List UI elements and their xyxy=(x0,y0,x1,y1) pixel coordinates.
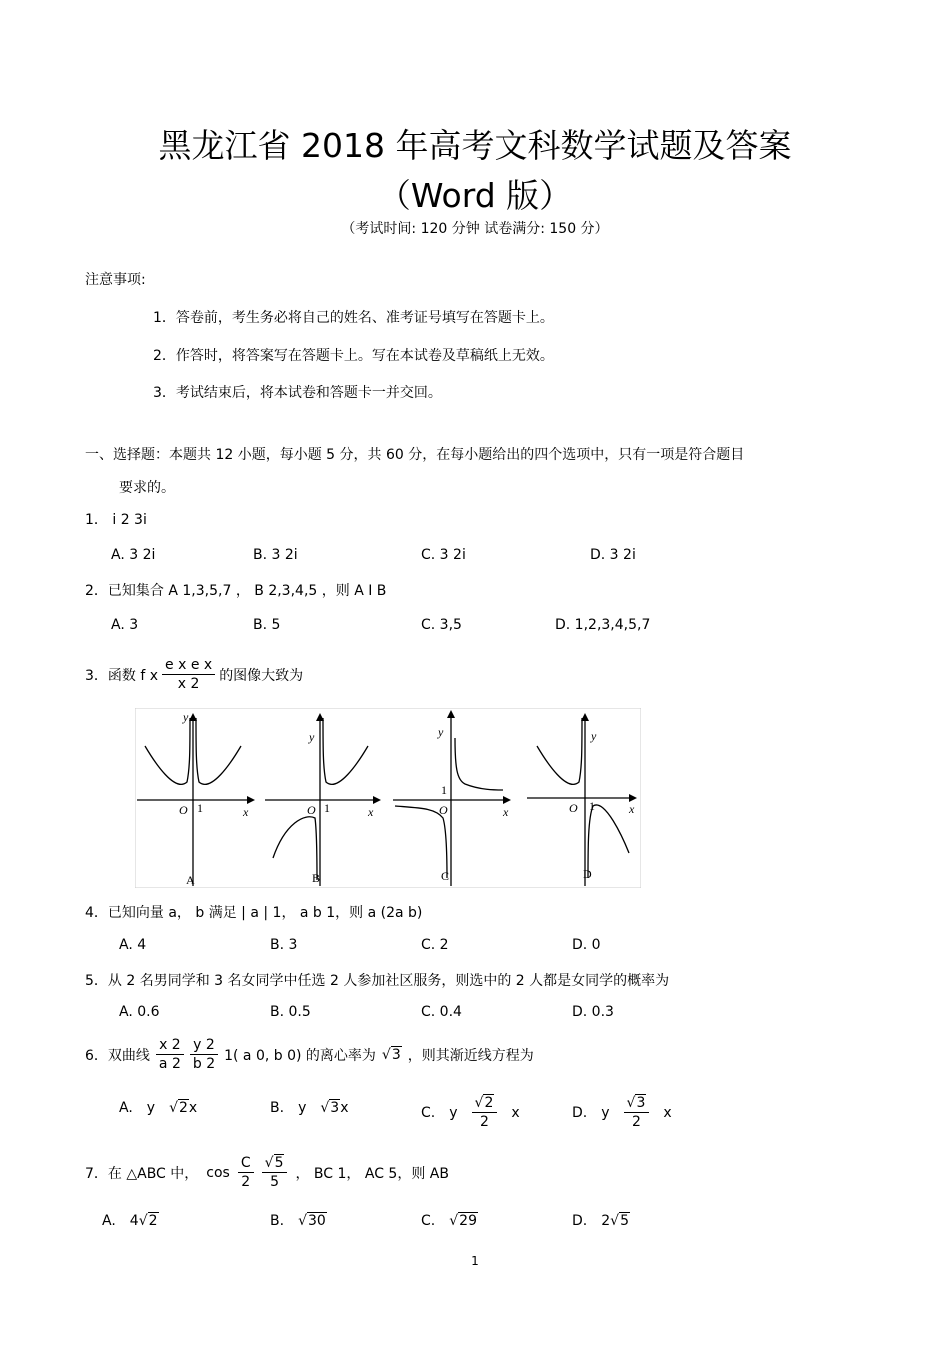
q3-suffix: 的图像大致为 xyxy=(219,667,304,684)
origin-label: O xyxy=(569,801,578,815)
q2-option-c: C. 3,5 xyxy=(421,617,462,633)
x-label: x xyxy=(629,802,635,816)
radicand: 3 xyxy=(636,1095,646,1111)
q7-option-a xyxy=(102,1213,159,1229)
option-value: √29 xyxy=(449,1213,477,1229)
graph-label-b: B xyxy=(312,871,321,885)
y-label: y xyxy=(309,730,315,744)
q6-option-d xyxy=(572,1094,672,1131)
radicand: 29 xyxy=(459,1213,477,1229)
option-value: 4√2 xyxy=(129,1213,158,1229)
q6-frac2-num: y 2 xyxy=(190,1036,218,1055)
option-x: x xyxy=(663,1104,672,1121)
q5-option-a: A. 0.6 xyxy=(119,1004,160,1020)
origin-label: O xyxy=(307,803,316,817)
graph-label-d: D xyxy=(583,867,592,881)
q5-option-c: C. 0.4 xyxy=(421,1004,462,1020)
option-label: D. xyxy=(572,1104,588,1121)
q3-numerator: e x e x xyxy=(162,656,215,675)
document-subtitle: （Word 版） xyxy=(377,176,573,215)
option-value: 2√5 xyxy=(601,1213,629,1229)
radicand: 30 xyxy=(307,1213,326,1229)
radicand: 5 xyxy=(274,1155,284,1171)
q7-option-c xyxy=(421,1213,478,1229)
q3-prefix: 3．函数 f x xyxy=(85,667,159,684)
q5-option-d: D. 0.3 xyxy=(572,1004,614,1020)
q6-option-a xyxy=(119,1100,197,1116)
q4-option-c: C. 2 xyxy=(421,937,449,953)
q7-suffix: ， BC 1， AC 5，则 AB xyxy=(295,1165,449,1182)
q6-ecc-radicand: 3 xyxy=(391,1046,401,1063)
x-label: x xyxy=(243,805,249,819)
option-value: √30 xyxy=(298,1213,326,1229)
notice-heading: 注意事项: xyxy=(85,272,146,288)
section-heading: 一、选择题：本题共 12 小题，每小题 5 分，共 60 分，在每小题给出的四个选项中，只有一项是符合题目 xyxy=(85,447,745,463)
q4-option-a: A. 4 xyxy=(119,937,147,953)
option-x: x xyxy=(188,1100,198,1116)
option-x: x xyxy=(511,1104,520,1121)
q6-eccentricity: √3 xyxy=(381,1046,401,1063)
radicand: 2 xyxy=(484,1095,494,1111)
q1-option-a: A. 3 2i xyxy=(111,547,156,563)
q1-option-b: B. 3 2i xyxy=(253,547,298,563)
q7-prefix: 7．在 △ABC 中， xyxy=(85,1165,199,1182)
q6-frac1-den: a 2 xyxy=(158,1056,181,1072)
notice-item: 2．作答时，将答案写在答题卡上。写在本试卷及草稿纸上无效。 xyxy=(153,348,554,364)
x-label: x xyxy=(368,805,374,819)
option-label: C. xyxy=(421,1213,436,1229)
radicand: 2 xyxy=(148,1213,158,1229)
x-label: x xyxy=(503,805,509,819)
question-5-stem: 5．从 2 名男同学和 3 名女同学中任选 2 人参加社区服务，则选中的 2 人都是女同学的概率为 xyxy=(85,973,670,989)
one-label: 1 xyxy=(589,799,595,813)
option-fraction xyxy=(472,1094,498,1131)
option-lhs: y xyxy=(298,1100,307,1116)
option-x: x xyxy=(340,1100,349,1116)
fraction-num: √3 xyxy=(624,1094,650,1113)
q6-frac1-num: x 2 xyxy=(156,1036,184,1055)
option-label: C. xyxy=(421,1104,436,1121)
question-3-stem xyxy=(85,656,303,693)
q6-option-c xyxy=(421,1094,520,1131)
q7-option-b xyxy=(270,1213,327,1229)
question-7-stem xyxy=(85,1154,449,1191)
q5-option-b: B. 0.5 xyxy=(270,1004,311,1020)
q7-frac2-den: 5 xyxy=(270,1174,280,1190)
option-label: D. xyxy=(572,1213,588,1229)
radicand: 3 xyxy=(330,1100,340,1116)
q4-option-d: D. 0 xyxy=(572,937,601,953)
q6-tail: ，则其渐近线方程为 xyxy=(407,1047,534,1064)
q6-prefix: 6．双曲线 xyxy=(85,1047,150,1064)
q7-fraction-c xyxy=(238,1154,254,1191)
question-6-stem xyxy=(85,1036,534,1073)
question-1-stem: 1． i 2 3i xyxy=(85,512,147,528)
q7-fraction-root xyxy=(262,1154,288,1191)
origin-label: O xyxy=(179,803,188,817)
q6-fraction-y xyxy=(190,1036,218,1073)
y-label: y xyxy=(183,710,189,724)
q7-cos: cos xyxy=(206,1164,230,1181)
q2-option-d: D. 1,2,3,4,5,7 xyxy=(555,617,651,633)
coefficient: 2 xyxy=(601,1213,611,1229)
fraction-num: √2 xyxy=(472,1094,498,1113)
radicand: 5 xyxy=(620,1213,629,1229)
notice-item: 1．答卷前，考生务必将自己的姓名、准考证号填写在答题卡上。 xyxy=(153,310,554,326)
q1-option-c: C. 3 2i xyxy=(421,547,466,563)
q7-frac1-num: C xyxy=(238,1154,254,1173)
option-label: B. xyxy=(270,1100,285,1116)
section-heading-cont: 要求的。 xyxy=(119,480,175,496)
q3-fraction xyxy=(162,656,215,693)
q6-frac2-den: b 2 xyxy=(192,1056,216,1072)
graph-label-a: A xyxy=(186,873,195,887)
question-2-stem: 2．已知集合 A 1,3,5,7 ， B 2,3,4,5 ，则 A I B xyxy=(85,583,387,599)
notice-item: 3．考试结束后，将本试卷和答题卡一并交回。 xyxy=(153,385,442,401)
option-lhs: y xyxy=(449,1104,458,1121)
radicand: 2 xyxy=(179,1100,188,1116)
q6-fraction-x xyxy=(156,1036,184,1073)
question-4-stem: 4．已知向量 a， b 满足 | a | 1， a b 1，则 a (2a b) xyxy=(85,905,423,921)
option-radical: √3x xyxy=(320,1100,349,1116)
one-label: 1 xyxy=(324,801,330,815)
exam-info: （考试时间: 120 分钟 试卷满分: 150 分） xyxy=(341,221,609,237)
q7-frac2-num: √5 xyxy=(262,1154,288,1173)
option-lhs: y xyxy=(146,1100,156,1116)
one-label: 1 xyxy=(197,801,203,815)
y-label: y xyxy=(591,729,597,743)
page-number: 1 xyxy=(471,1254,479,1268)
q1-option-d: D. 3 2i xyxy=(590,547,636,563)
origin-label: O xyxy=(439,803,448,817)
q3-denominator: x 2 xyxy=(177,676,200,692)
option-lhs: y xyxy=(601,1104,610,1121)
fraction-den: 2 xyxy=(631,1114,641,1130)
one-label: 1 xyxy=(441,783,447,797)
option-label: B. xyxy=(270,1213,285,1229)
fraction-den: 2 xyxy=(479,1114,489,1130)
q6-option-b xyxy=(270,1100,349,1116)
q2-option-a: A. 3 xyxy=(111,617,139,633)
option-radical: √2x xyxy=(169,1100,198,1116)
y-label: y xyxy=(438,725,444,739)
document-title: 黑龙江省 2018 年高考文科数学试题及答案 xyxy=(158,126,792,165)
q4-option-b: B. 3 xyxy=(270,937,298,953)
graph-label-c: C xyxy=(441,869,450,883)
option-fraction xyxy=(624,1094,650,1131)
q7-frac1-den: 2 xyxy=(241,1174,251,1190)
q2-option-b: B. 5 xyxy=(253,617,281,633)
option-label: A. xyxy=(102,1213,116,1229)
option-label: A. xyxy=(119,1100,133,1116)
q7-option-d xyxy=(572,1213,630,1229)
q3-graphs-figure xyxy=(135,708,641,888)
coefficient: 4 xyxy=(129,1213,139,1229)
q6-suffix: 1( a 0, b 0) 的离心率为 xyxy=(224,1047,376,1064)
